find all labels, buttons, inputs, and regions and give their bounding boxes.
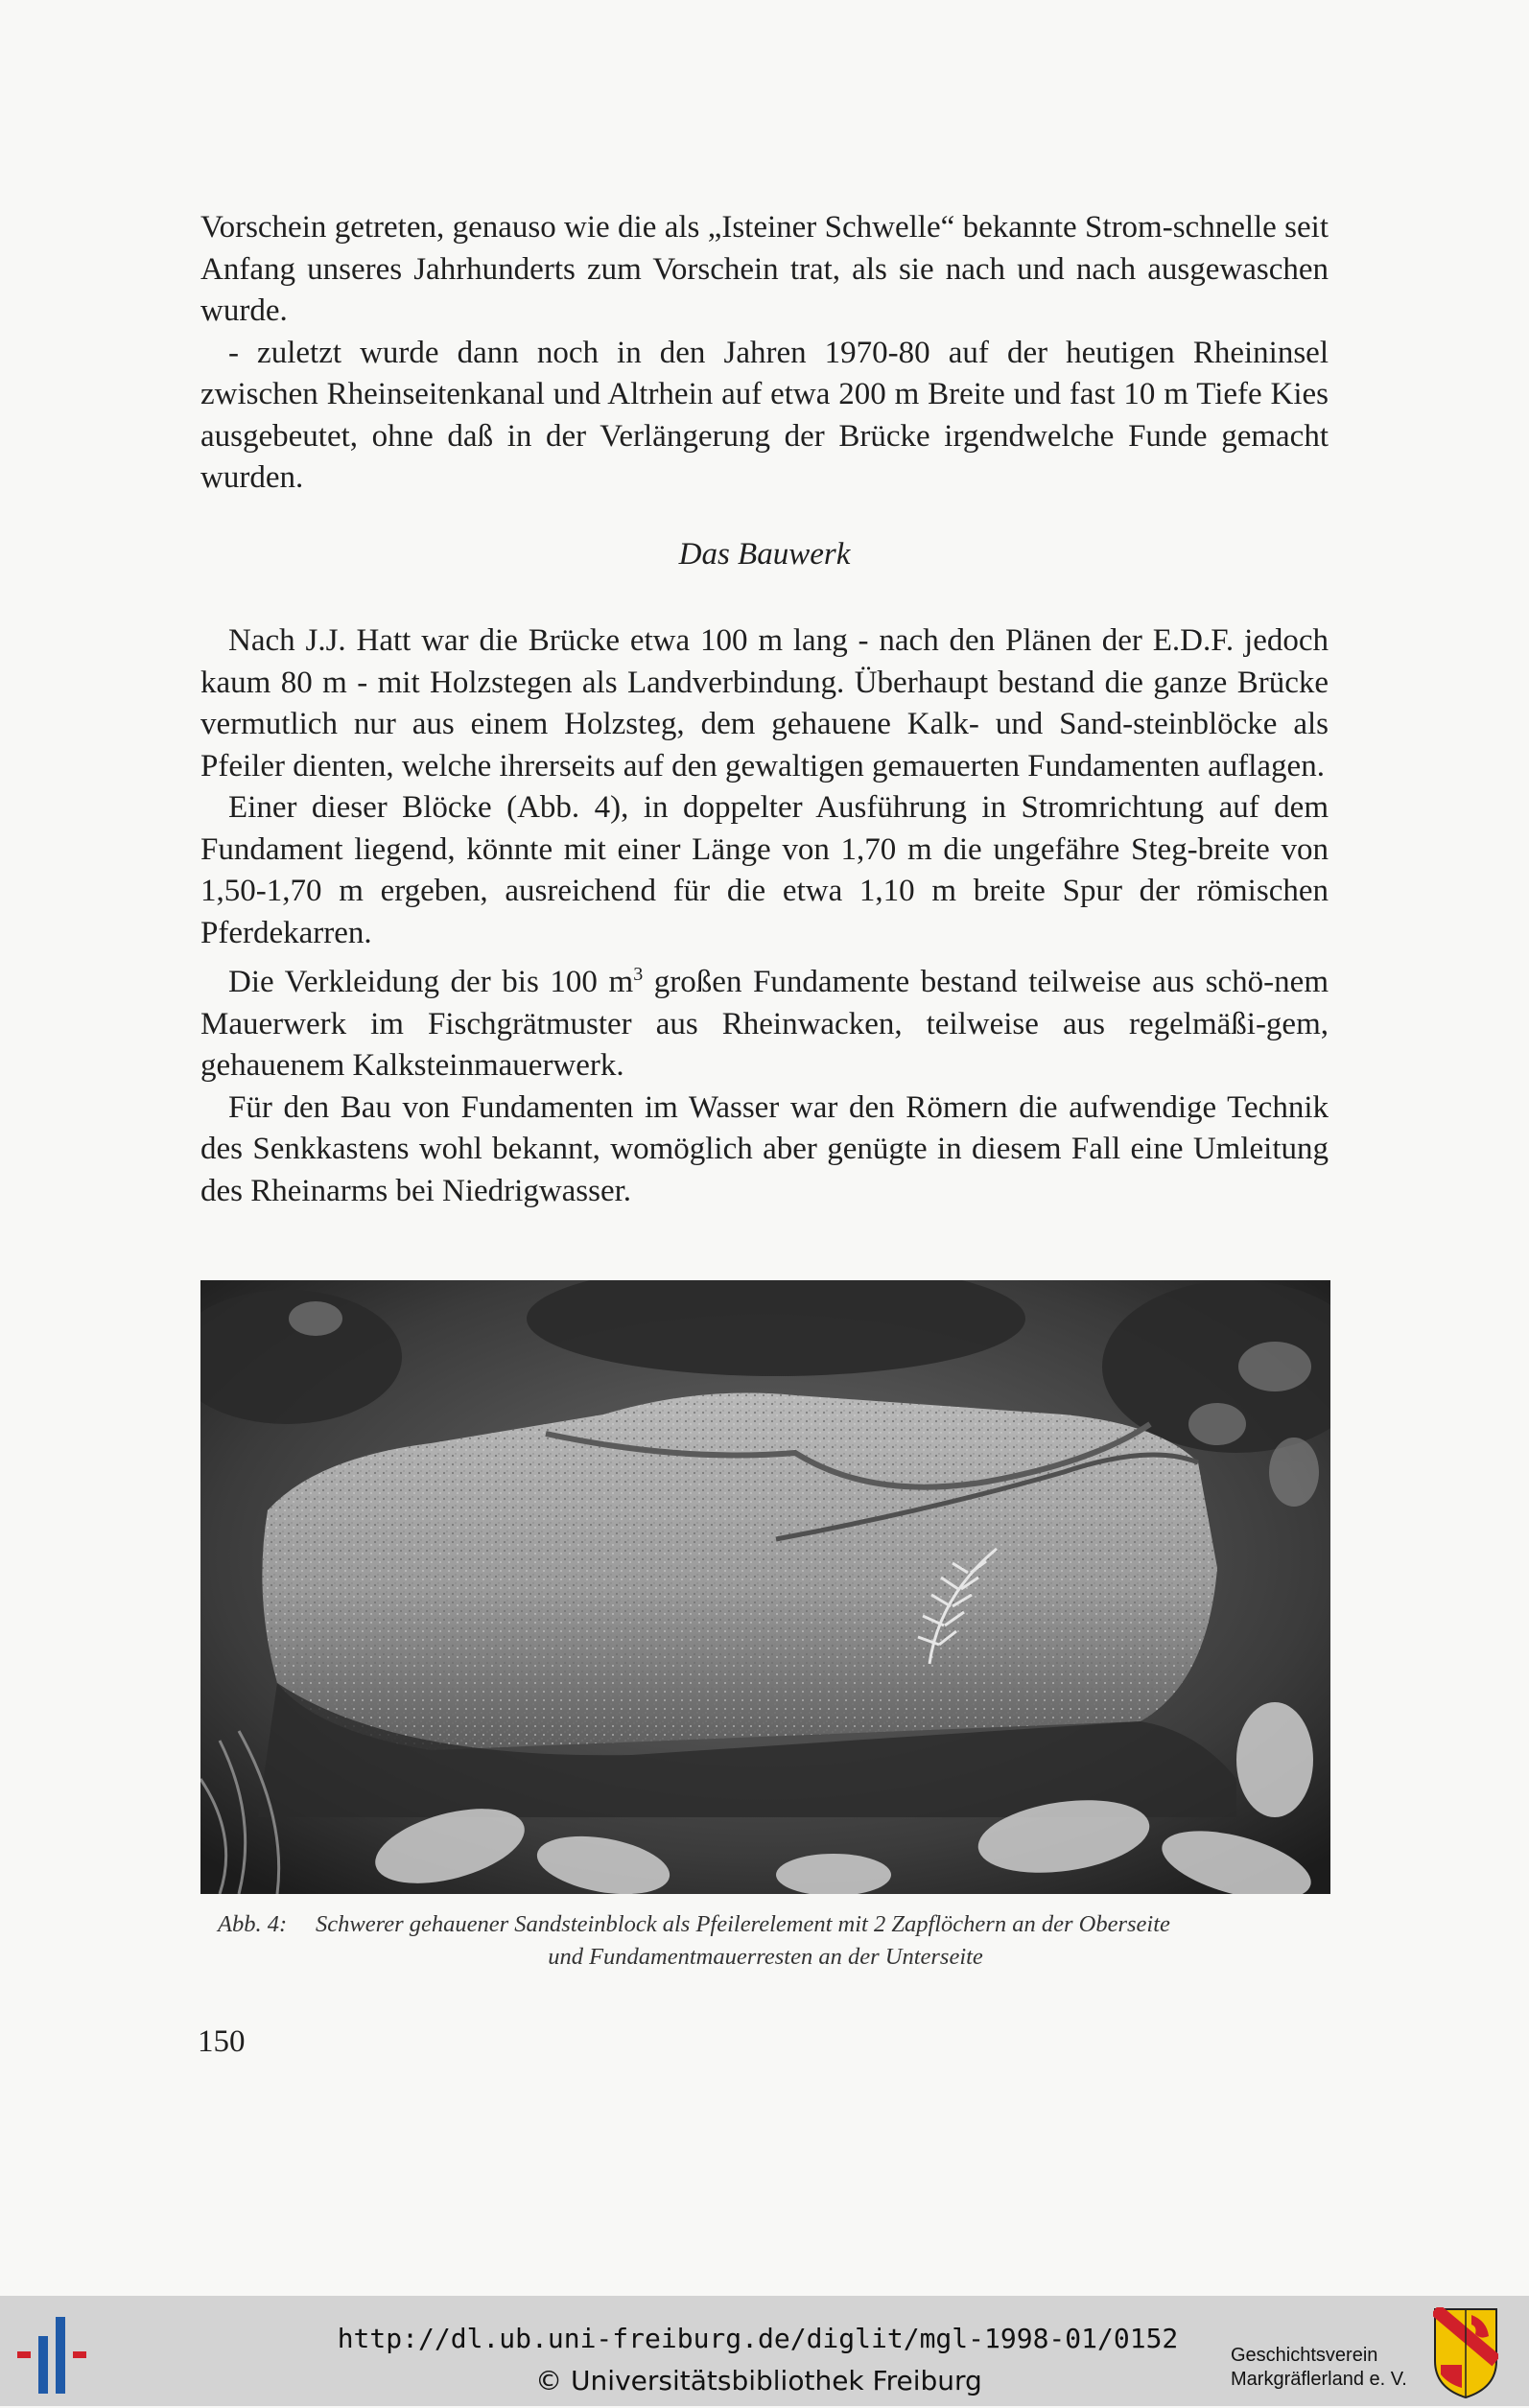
- markgraeflerland-crest-icon[interactable]: [1433, 2307, 1498, 2404]
- copyright-text: © Universitätsbibliothek Freiburg: [535, 2365, 982, 2396]
- caption-label: Abb. 4:: [218, 1911, 288, 1937]
- paragraph: - zuletzt wurde dann noch in den Jahren 1970-80 auf der heutigen Rheininsel zwischen Rheinseitenkanal und Altrhein auf etwa 200 m Breite und fast 10 m Tiefe Kies ausgebeutet, ohne daß in der Verlängerung der Brücke irgendwelche Funde gemacht wurden.: [200, 335, 1329, 495]
- paragraph: Vorschein getreten, genauso wie die als „Isteiner Schwelle“ bekannte Strom-schnelle seit Anfang unseres Jahrhunderts zum Vorschein trat, als sie nach und nach ausgewaschen wurde.: [200, 210, 1329, 328]
- caption-line-2: und Fundamentmauerresten an der Unterseite: [548, 1944, 983, 1970]
- paragraph-part: Die Verkleidung der bis 100 m: [228, 965, 634, 999]
- publisher-line-1: Geschichtsverein: [1231, 2345, 1378, 2366]
- photo-illustration: [200, 1280, 1330, 1894]
- publisher-line-2: Markgräflerland e. V.: [1231, 2369, 1407, 2390]
- paragraph: [200, 954, 1329, 1087]
- photo-sandstone-block: [200, 1280, 1330, 1894]
- publisher-name: [1231, 2344, 1407, 2392]
- figure-caption: [200, 1908, 1330, 1974]
- paragraph: Einer dieser Blöcke (Abb. 4), in doppelter Ausführung in Stromrichtung auf dem Fundament liegend, könnte mit einer Länge von 1,70 m die ungefähre Steg-breite von 1,50-1,70 m ergeben, ausreichend für die etwa 1,10 m breite Spur der römischen Pferdekarren.: [200, 790, 1329, 950]
- caption-line-1: Schwerer gehauener Sandsteinblock als Pfeilerelement mit 2 Zapflöchern an der Oberseite: [316, 1911, 1170, 1937]
- text-block-top: [200, 207, 1329, 500]
- text-block-main: [200, 620, 1329, 1212]
- page-number: 150: [198, 2024, 246, 2059]
- paragraph-part: großen Fundamente bestand teilweise aus schö-nem Mauerwerk im Fischgrätmuster aus Rheinwacken, teilweise aus regelmäßi-gem, gehauenem Kalksteinmauerwerk.: [200, 965, 1329, 1083]
- paragraph: Nach J.J. Hatt war die Brücke etwa 100 m lang - nach den Plänen der E.D.F. jedoch kaum 80 m - mit Holzstegen als Landverbindung. Überhaupt bestand die ganze Brücke vermutlich nur aus einem Holzsteg, dem gehauene Kalk- und Sand-steinblöcke als Pfeiler dienten, welche ihrerseits auf den gewaltigen gemauerten Fundamenten auflagen.: [200, 623, 1329, 783]
- document-url-link[interactable]: http://dl.ub.uni-freiburg.de/diglit/mgl-1998-01/0152: [337, 2323, 1179, 2354]
- superscript: 3: [633, 964, 644, 985]
- footer-bar: [0, 2296, 1529, 2406]
- paragraph: Für den Bau von Fundamenten im Wasser war den Römern die aufwendige Technik des Senkkastens wohl bekannt, womöglich aber genügte in diesem Fall eine Umleitung des Rheinarms bei Niedrigwasser.: [200, 1089, 1329, 1208]
- section-heading: Das Bauwerk: [678, 537, 851, 572]
